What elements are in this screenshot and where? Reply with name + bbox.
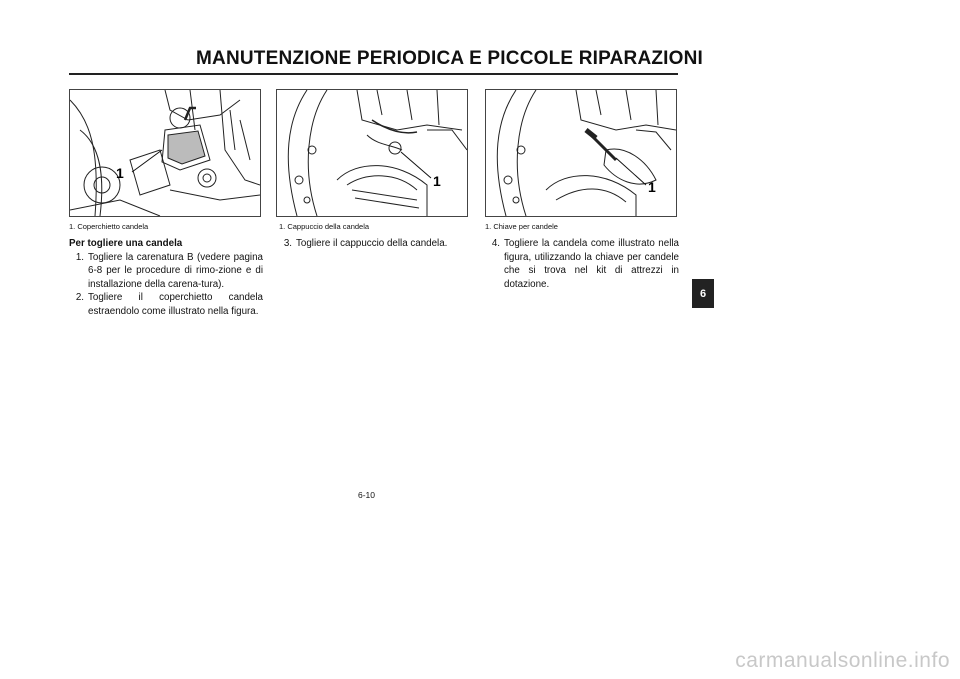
step-text: Togliere la carenatura B (vedere pagina 6-8 per le procedure di rimo-zione e di installazione della carena-tura). — [88, 251, 263, 290]
instructions-column-1 — [69, 237, 263, 319]
chapter-tab: 6 — [692, 279, 714, 308]
figure-caption: 1. Coperchietto candela — [69, 222, 149, 231]
step-text: Togliere la candela come illustrato nella figura, utilizzando la chiave per candele che si trova nel kit di attrezzi in dotazione. — [504, 238, 679, 290]
figure-caption: 1. Cappuccio della candela — [279, 222, 370, 231]
page-number: 6-10 — [358, 490, 376, 500]
section-heading: Per togliere una candela — [69, 238, 183, 249]
step-text: Togliere il cappuccio della candela. — [296, 238, 448, 249]
illustration-engine-cover — [70, 90, 260, 216]
illustration-spark-plug-wrench — [486, 90, 676, 216]
step-item — [69, 251, 263, 292]
step-number: 4. — [491, 238, 500, 249]
figure-callout: 1 — [116, 165, 124, 181]
figure-callout: 1 — [648, 179, 656, 195]
step-number: 1. — [75, 251, 84, 263]
step-item — [69, 291, 263, 318]
illustration-spark-plug-cap — [277, 90, 467, 216]
instructions-column-3 — [485, 237, 679, 291]
figure-spark-plug-wrench — [485, 89, 677, 217]
instructions-column-2 — [277, 237, 471, 251]
title-rule — [69, 73, 678, 75]
figure-spark-plug-cap — [276, 89, 468, 217]
step-text: Togliere il coperchietto candela estraendolo come illustrato nella figura. — [88, 292, 263, 317]
step-item — [277, 237, 471, 251]
figure-callout: 1 — [433, 173, 441, 189]
figure-spark-plug-cover — [69, 89, 261, 217]
figure-caption: 1. Chiave per candele — [485, 222, 558, 231]
watermark: carmanualsonline.info — [735, 649, 950, 672]
step-number: 3. — [283, 238, 292, 249]
page-title: MANUTENZIONE PERIODICA E PICCOLE RIPARAZIONI — [196, 48, 704, 69]
step-number: 2. — [75, 292, 84, 304]
step-item — [485, 237, 679, 291]
